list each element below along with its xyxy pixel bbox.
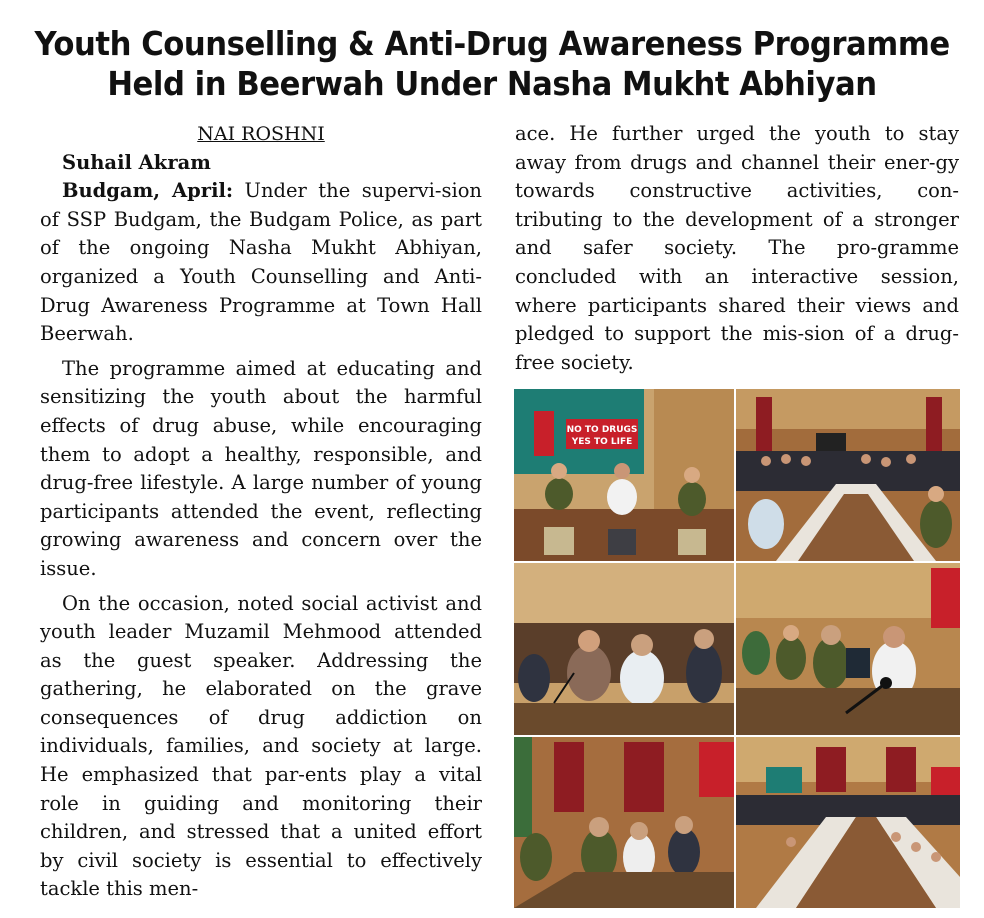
photo-wide-hall [736,737,960,908]
photo-hall-audience [736,389,960,561]
photo-participants-seated [514,563,734,735]
photo-guest-speaker [736,563,960,735]
photo-officers-table [514,737,734,908]
paragraph-1-text: Under the supervi-sion of SSP Budgam, the Budgam Police, as part of the ongoing Nasha Mukht Abhiyan, organized a Youth Counselling and Anti-Drug Awareness Programme at Town Hall Beerwah. [40,179,482,346]
paragraph-4: ace. He further urged the youth to stay away from drugs and channel their ener-gy towards constructive activities, con-tributing to the development of a stronger and safer society. The pro-gramme concluded with an interactive session, where participants shared their views and pledged to support the mis-sion of a drug-free society. [515,122,959,374]
paragraph-3: On the occasion, noted social activist and youth leader Muzamil Mehmood attended as the guest speaker. Addressing the gathering, he elaborated on the grave consequences of drug addiction on individuals, families, and society at large. He emphasized that par-ents play a vital role in guiding and monitoring their children, and stressed that a united effort by civil society is essential to effectively tackle this men- [40,591,482,901]
byline: Suhail Akram [62,150,211,174]
article-column-left [40,120,482,904]
banner-text-2: YES TO LIFE [571,437,633,447]
paragraph-1 [40,177,482,349]
headline [34,24,949,104]
section-kicker: NAI ROSHNI [197,123,325,145]
headline-line-2: Held in Beerwah Under Nasha Mukht Abhiyan [107,64,877,103]
photo-stage-banner [514,389,734,561]
banner-text-1: NO TO DRUGS [566,425,638,435]
article-column-right [515,120,959,377]
photo-collage [514,389,960,906]
dateline: Budgam, April: [62,179,234,203]
paragraph-2: The programme aimed at educating and sensitizing the youth about the harmful effects of drug abuse, while encouraging them to adopt a healthy, responsible, and drug-free lifestyle. A large number of young participants attended the event, reflecting growing awareness and concern over the issue. [40,356,482,580]
headline-line-1: Youth Counselling & Anti-Drug Awareness Programme [34,24,950,63]
